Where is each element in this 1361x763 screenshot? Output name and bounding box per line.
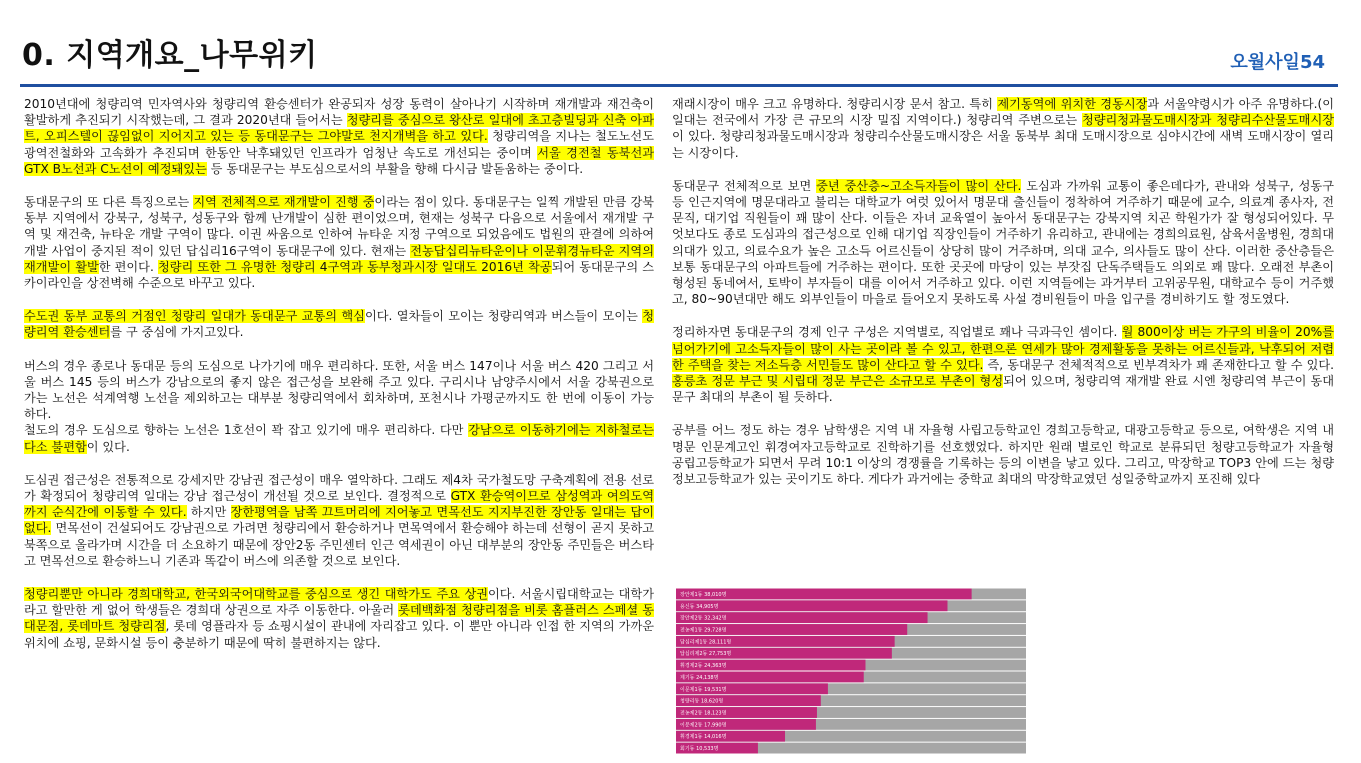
highlighted-text: 제기동역에 위치한 경동시장: [997, 97, 1148, 111]
body-text: 버스의 경우 종로나 동대문 등의 도심으로 나가기에 매우 편리하다. 또한, 서울 버스 147이나 서울 버스 420 그리고 서울 버스 145 등의 버스가 강남으로의 좋지 않은 접근성을 보완해 주고 있다. 구리시나 남양주시에서 서울 강북권으로 가는 노선은 석계역행 노선을 제외하고는 대부분 청량리역에서 회차하며, 포천시나 가평군까지도 한 번에 이동이 가능하다.: [24, 358, 654, 422]
body-text: 등 동대문구는 부도심으로서의 부활을 향해 다시금 발돋움하는 중이다.: [206, 161, 584, 176]
body-text: 이다. 서울시립대학교는 대학가라고 할만한 게 없어 학생들은 경희대 상권으로 자주 이동한다. 아울러: [24, 587, 654, 618]
body-text: 즉, 동대문구 전체적적으로 빈부격차가 꽤 존재한다고 할 수 있다.: [983, 357, 1334, 372]
body-text: 이다. 열차들이 모이는 청량리역과 버스들이 모이는: [364, 309, 643, 324]
paragraph-redevelopment-status: [24, 194, 654, 291]
body-text: 하지만: [186, 505, 231, 520]
highlighted-text: 서울 경전철 동북선과 GTX B노선과 C노선이 예정돼있는: [24, 145, 654, 176]
highlighted-text: 청량리청과물도매시장과 청량리수산물도매시장: [1081, 113, 1335, 128]
highlighted-text: 월 800이상 버는 가구의 비율이 20%를 넘어가기에 고소득자들이 많이 사는 곳이라 볼 수 있고, 한편으론 연세가 많아 경제활동을 못하는 어르신들과, 낙후되어 저렴한 주택을 찾는 저소득층 서민들도 많이 산다고 할 수 있다.: [672, 325, 1334, 372]
chart-svg: [676, 588, 1026, 754]
bar-label: 장안제2동 32,342명: [680, 615, 727, 622]
highlighted-text: 청량리뿐만 아니라 경희대학교, 한국외국어대학교를 중심으로 생긴 대학가도 주요 상권: [24, 587, 488, 602]
paragraph-markets: [672, 96, 1334, 161]
paragraph-economy: [672, 324, 1334, 405]
bar-label: 휘경제2동 24,363명: [680, 663, 727, 670]
bar-label: 청량리동 18,620명: [680, 698, 724, 705]
paragraph-gangnam-access: [24, 472, 654, 569]
bar-label: 답십리제2동 27,753명: [680, 651, 732, 658]
body-text: 한 편이다.: [98, 259, 158, 274]
highlighted-text: 지역 전체적으로 재개발이 진행 중: [193, 195, 375, 210]
bar-label: 답십리제1동 28,111명: [680, 639, 732, 646]
highlighted-text: 장한평역을 남쪽 끄트머리에 지어놓고 면목선도 지지부진한 장안동 일대는 답이 없다.: [24, 505, 654, 536]
right-column: [672, 96, 1334, 504]
body-text: 청량리역을 지나는 철도노선도 광역전철화와 고속화가 추진되며 한동안 낙후돼있던 인프라가 엄청난 속도로 개선되는 중이며: [24, 129, 654, 160]
highlighted-text: 전농답십리뉴타운이나 이문휘경뉴타운 지역의 재개발이 활발: [24, 243, 654, 274]
highlighted-text: 홍릉초 정문 부근 및 시립대 정문 부근은 소규모로 부촌이 형성: [672, 374, 1004, 389]
body-text: 동대문구 전체적으로 보면: [672, 178, 817, 193]
highlighted-text: 중년 중산층~고소득자들이 많이 산다.: [816, 178, 1022, 193]
brand-logo-text: 오월사일54: [1230, 52, 1325, 73]
body-text: 도심과 가까워 교통이 좋은데다가, 관내와 성북구, 성동구 등 인근지역에 명문대라고 불리는 대학교가 여럿 있어서 명문대 출신들이 정착하여 거주하기 때문에 교수, 의료계 종사자, 전문직, 대기업 직원들이 꽤 많이 산다. 이들은 자녀 교육열이 높아서 동대문구는 강북지역 치곤 학원가가 잘 형성되어있다. 무엇보다도 종로 도심과의 접근성으로 인해 대기업 직장인들이 거주하기 유리하고, 관내에는 경희의료원, 삼육서울병원, 경희대 의대가 있고, 의료수요가 높은 고소득 어르신들이 상당히 많이 거주하며, 의대 교수, 의사들도 많이 산다. 이러한 중산층들은 보통 동대문구의 아파트들에 거주하는 편이다. 또한 곳곳에 마당이 있는 부잣집 단독주택들도 의외로 꽤 많다. 오래전 부촌이 형성된 동네여서, 토박이 부자들이 대를 이어서 거주하고 있다. 이런 지역들에는 과거부터 고위공무원, 대학교수 등이 거주했고, 80~90년대만 해도 외부인들이 마을로 들어오지 못하도록 사설 경비원들이 마을 입구를 경비하기도 할 정도였다.: [672, 178, 1334, 307]
highlighted-text: 수도권 동부 교통의 거점인 청량리 일대가 동대문구 교통의 핵심: [24, 309, 365, 324]
body-text: 되어 있으며, 청량리역 재개발 완료 시엔 청량리역 부근이 동대문구 최대의 부촌이 될 듯하다.: [672, 374, 1334, 405]
bar-label: 제기동 24,138명: [680, 674, 719, 681]
body-text: 면목선이 건설되어도 강남권으로 가려면 청량리에서 환승하거나 면목역에서 환승해야 하는데 선형이 곧지 못하고 북쪽으로 올라가며 시간을 더 소요하기 때문에 장안2동 주민센터 인근 역세권이 아닌 대부분의 장안동 주민들은 버스타고 면목선으로 환승하느니 기존과 똑같이 버스에 의존할 것으로 보인다.: [24, 521, 654, 568]
body-text: 철도의 경우 도심으로 향하는 노선은 1호선이 꽉 잡고 있기에 매우 편리하다. 다만: [24, 423, 469, 438]
body-text: 를 구 중심에 가지고있다.: [110, 325, 244, 340]
highlighted-text: GTX 환승역이므로 삼성역과 여의도역까지 순식간에 이동할 수 있다.: [24, 489, 654, 520]
body-text: 정리하자면 동대문구의 경제 인구 구성은 지역별로, 직업별로 꽤나 극과극인 셈이다.: [672, 325, 1122, 340]
bar-label: 전농제2동 18,123명: [680, 710, 727, 717]
body-text: 이 있다. 청량리청과물도매시장과 청량리수산물도매시장은 서울 동북부 최대 도매시장으로 심야시간에 새벽 도매시장이 열리는 시장이다.: [672, 129, 1334, 160]
body-text: , 롯데 영플라자 등 쇼핑시설이 관내에 자리잡고 있다. 이 뿐만 아니라 인접 한 지역의 가까운 위치에 쇼핑, 문화시설 등이 충분하기 때문에 딱히 불편하지는 않다.: [24, 619, 654, 650]
highlighted-text: 강남으로 이동하기에는 지하철로는 다소 불편함: [24, 423, 654, 454]
bar-label: 전농제1동 29,728명: [680, 627, 727, 634]
highlighted-text: 청량리역 환승센터: [24, 309, 655, 340]
highlighted-text: 청량리를 중심으로 왕산로 일대에 초고층빌딩과 신축 아파트, 오피스텔이 끊임없이 지어지고 있는 등 동대문구는 그야말로 천지개벽을 하고 있다.: [24, 113, 654, 144]
bar-label: 휘경제1동 14,016명: [680, 734, 727, 741]
header-divider: [20, 84, 1338, 87]
paragraph-residents: [672, 178, 1334, 308]
body-text: 이 있다.: [86, 439, 130, 454]
bar-label: 이문제2동 17,990명: [680, 722, 727, 729]
body-text: 재래시장이 매우 크고 유명하다. 청량리시장 문서 참고. 특히: [672, 97, 998, 111]
bar-label: 회기동 10,533명: [680, 746, 719, 753]
population-bar-chart: [676, 588, 1026, 754]
paragraph-commercial-district: [24, 586, 654, 651]
paragraph-schools: [672, 422, 1334, 487]
paragraph-transport-hub: [24, 308, 654, 340]
body-text: 동대문구의 또 다른 특징으로는: [24, 195, 194, 210]
paragraph-rail-access: [24, 422, 654, 454]
body-text: 2010년대에 청량리역 민자역사와 청량리역 환승센터가 완공되자 성장 동력이 살아나기 시작하며 재개발과 재건축이 활발하게 추진되기 시작했는데, 그 결과 2020년대 들어서는: [24, 97, 654, 128]
page-title: 0. 지역개요_나무위키: [22, 38, 318, 73]
body-text: 도심권 접근성은 전통적으로 강세지만 강남권 접근성이 매우 열악하다. 그래도 제4차 국가철도망 구축계획에 전용 선로가 확정되어 청량리역 일대는 강남 접근성이 개선될 것으로 보인다. 결정적으로: [24, 472, 654, 504]
body-text: 과 서울약령시가 아주 유명하다.(이 일대는 전국에서 가장 큰 규모의 시장 밀집 지역이다.) 청량리역 주변으로는: [672, 97, 1335, 128]
body-text: 이라는 점이 있다. 동대문구는 일찍 개발된 만큼 강북 동부 지역에서 강북구, 성북구, 성동구와 함께 난개발이 심한 편이었으며, 현재는 성북구 다음으로 서울에서 재개발 구역 및 재건축, 뉴타운 개발 구역이 많다. 이권 싸움으로 인하여 뉴타운 지정 구역으로 되었음에도 법원의 판결에 의하여 개발 사업이 중지된 적이 있던 답십리16구역이 동대문구에 있다. 현재는: [24, 195, 654, 258]
paragraph-bus-access: [24, 358, 654, 423]
highlighted-text: 롯데백화점 청량리점을 비롯 홈플러스 스페셜 동대문점, 롯데마트 청량리점: [24, 603, 654, 634]
left-column: [24, 96, 654, 668]
body-text: 공부를 어느 정도 하는 경우 남학생은 지역 내 자율형 사립고등학교인 경희고등학교, 대광고등학교 등으로, 여학생은 지역 내 명문 인문계고인 휘경여자고등학교로 진학하기를 선호했었다. 하지만 원래 별로인 학교로 분류되던 청량고등학교가 자율형 공립고등학교가 되면서 무려 10:1 이상의 경쟁률을 기록하는 등의 이변을 낳고 있다. 그리고, 막장학교 TOP3 안에 드는 청량정보고등학교가 있는 곳이기도 하다. 게다가 과거에는 중학교 최대의 막장학교였던 성일중학교까지 포진해 있다: [672, 423, 1334, 487]
bar-label: 장안제1동 38,010명: [680, 591, 727, 598]
body-text: 되어 동대문구의 스카이라인을 상전벽해 수준으로 바꾸고 있다.: [24, 259, 654, 291]
bar-label: 이문제1동 19,531명: [680, 686, 727, 693]
highlighted-text: 청량리 또한 그 유명한 청량리 4구역과 동부청과시장 일대도 2016년 착공: [157, 259, 552, 274]
bar-label: 용신동 34,905명: [680, 603, 719, 610]
paragraph-redevelopment-history: [24, 96, 654, 177]
